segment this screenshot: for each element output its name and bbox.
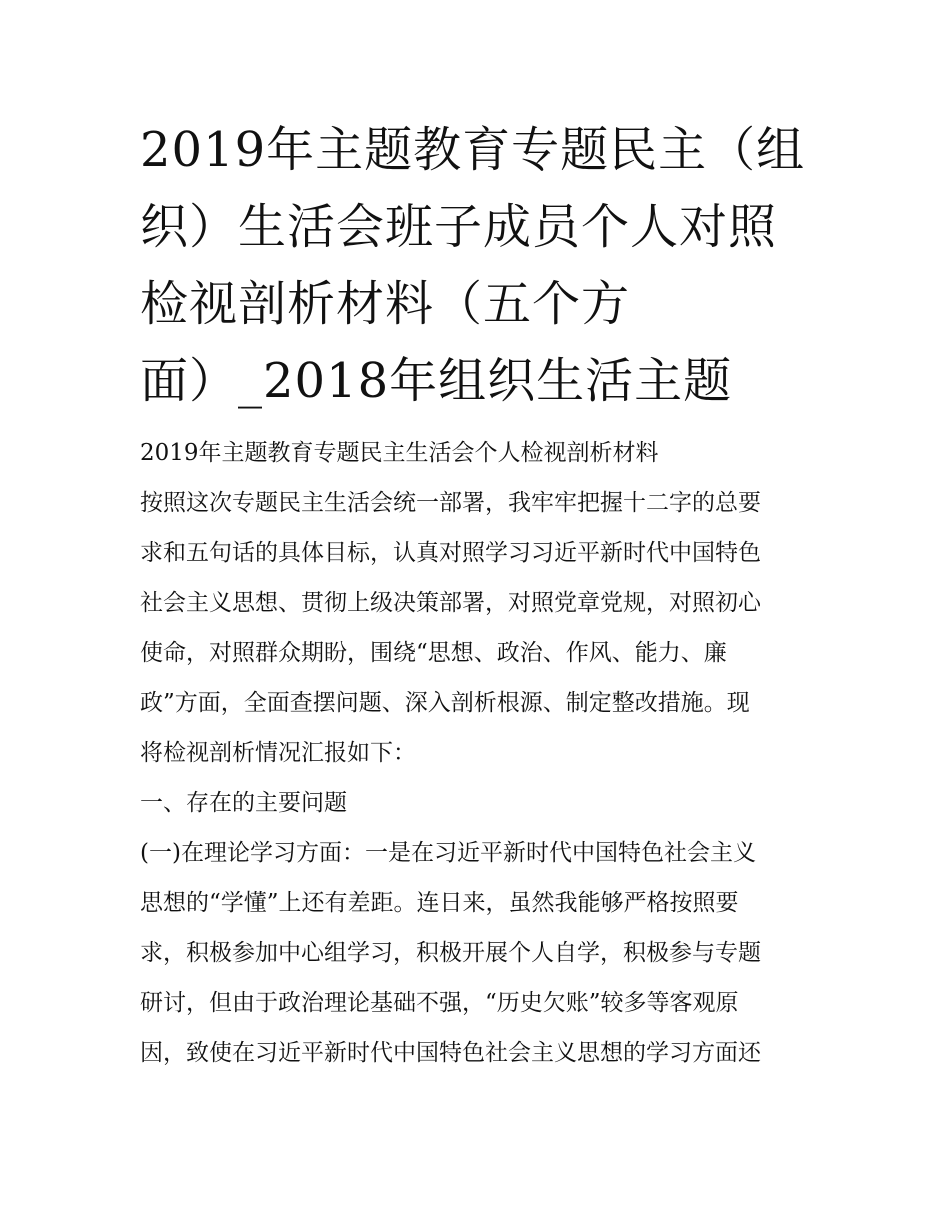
section-line: 因，致使在习近平新时代中国特色社会主义思想的学习方面还 [140, 1040, 761, 1066]
section-heading: 一、存在的主要问题 [140, 790, 347, 816]
title-line: 面）_2018年组织生活主题 [140, 353, 733, 409]
document-body [140, 436, 830, 1086]
intro-line: 将检视剖析情况汇报如下： [140, 740, 416, 766]
section-paragraph [140, 836, 830, 1070]
section-line: (一)在理论学习方面：一是在习近平新时代中国特色社会主义 [140, 840, 756, 866]
intro-line: 按照这次专题民主生活会统一部署，我牢牢把握十二字的总要 [140, 490, 761, 516]
document-title [140, 112, 820, 420]
section-line: 研讨，但由于政治理论基础不强，“历史欠账”较多等客观原 [140, 990, 739, 1016]
title-line: 2019年主题教育专题民主（组 [140, 122, 806, 178]
document-subtitle: 2019年主题教育专题民主生活会个人检视剖析材料 [140, 440, 659, 466]
title-line: 织）生活会班子成员个人对照 [140, 199, 778, 255]
intro-paragraph [140, 486, 830, 770]
intro-line: 求和五句话的具体目标，认真对照学习习近平新时代中国特色 [140, 540, 761, 566]
intro-line: 政”方面，全面查摆问题、深入剖析根源、制定整改措施。现 [140, 690, 750, 716]
section-line: 求，积极参加中心组学习，积极开展个人自学，积极参与专题 [140, 940, 761, 966]
title-line: 检视剖析材料（五个方 [140, 276, 631, 332]
section-line: 思想的“学懂”上还有差距。连日来，虽然我能够严格按照要 [140, 890, 739, 916]
intro-line: 使命，对照群众期盼，围绕“思想、政治、作风、能力、廉 [140, 640, 727, 666]
intro-line: 社会主义思想、贯彻上级决策部署，对照党章党规，对照初心 [140, 590, 761, 616]
